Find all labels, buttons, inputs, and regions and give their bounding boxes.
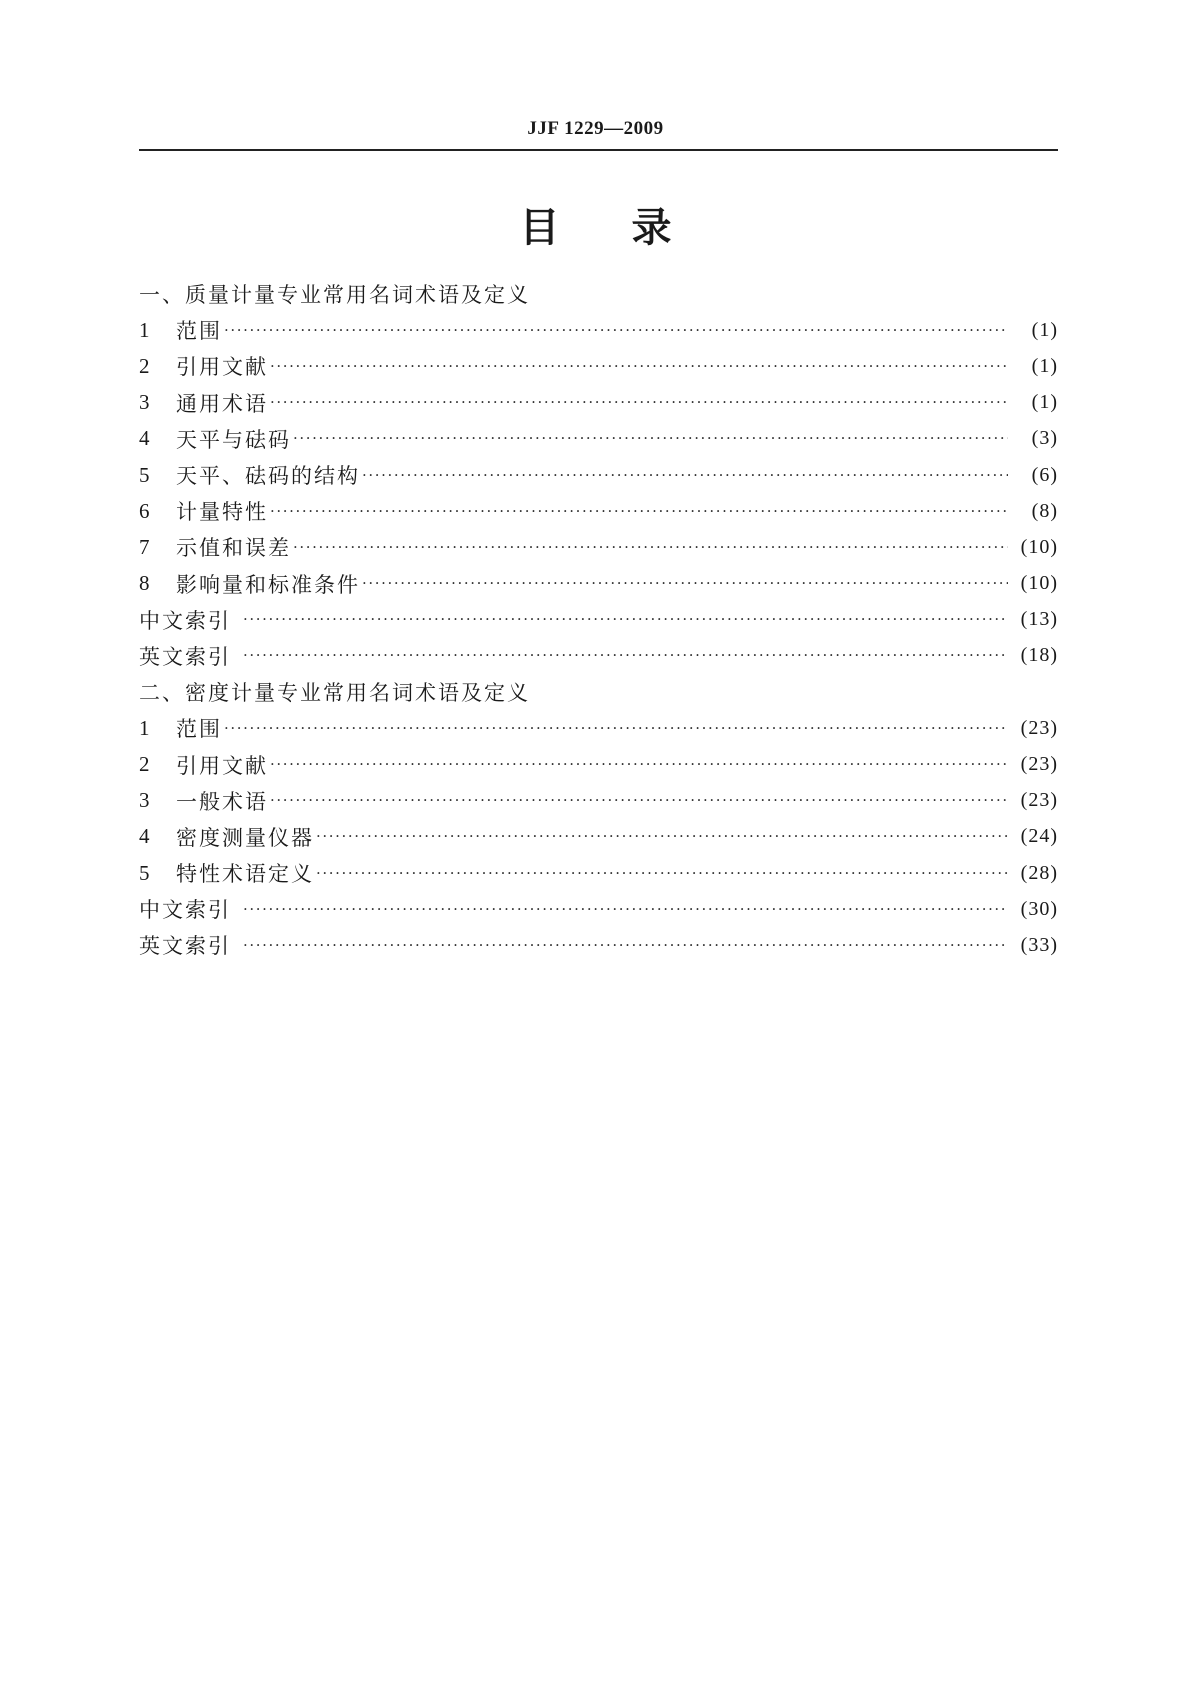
toc-dot-leader <box>270 501 1008 522</box>
toc-entry[interactable] <box>139 421 1058 457</box>
toc-entry-number: 4 <box>139 824 150 849</box>
toc-dot-leader <box>224 320 1008 341</box>
toc-entry[interactable] <box>139 529 1058 565</box>
toc-entry-page-number: (24) <box>1020 825 1058 848</box>
toc-entry-page-number: (23) <box>1020 753 1058 776</box>
toc-dot-leader <box>243 935 1008 956</box>
toc-entry-label: 天平与砝码 <box>176 427 291 452</box>
toc-entry-label: 密度测量仪器 <box>176 825 314 850</box>
toc-entry-label: 中文索引 <box>139 898 231 923</box>
toc-entry-page-number: (33) <box>1020 933 1058 956</box>
toc-entry-number: 5 <box>139 860 150 885</box>
toc-dot-leader <box>224 718 1008 739</box>
toc-entry-number: 2 <box>139 752 150 777</box>
toc-entry[interactable] <box>139 855 1058 891</box>
toc-entry-page-number: (6) <box>1031 463 1058 486</box>
toc-entry-label: 特性术语定义 <box>176 862 314 887</box>
toc-dot-leader <box>243 609 1008 630</box>
toc-entry-number: 6 <box>139 498 150 523</box>
toc-dot-leader <box>270 790 1008 811</box>
toc-entry-number: 4 <box>139 426 150 451</box>
toc-dot-leader <box>293 428 1008 449</box>
toc-entry-number: 3 <box>139 390 150 415</box>
toc-dot-leader <box>243 899 1008 920</box>
toc-dot-leader <box>270 754 1008 775</box>
toc-entry-page-number: (3) <box>1031 427 1058 450</box>
toc-dot-leader <box>270 392 1008 413</box>
toc-entry[interactable] <box>139 493 1058 529</box>
toc-dot-leader <box>316 826 1008 847</box>
toc-entry-label: 示值和误差 <box>176 536 291 561</box>
toc-entry-label: 引用文献 <box>176 753 268 778</box>
toc-dot-leader <box>293 537 1008 558</box>
toc-entry-page-number: (1) <box>1031 391 1058 414</box>
toc-entry-label: 影响量和标准条件 <box>176 572 360 597</box>
toc-entry-page-number: (28) <box>1020 861 1058 884</box>
toc-entry[interactable] <box>139 783 1058 819</box>
toc-entry-page-number: (23) <box>1020 716 1058 739</box>
toc-entry-label: 范围 <box>176 717 222 742</box>
toc-entry-page-number: (1) <box>1031 318 1058 341</box>
toc-entry[interactable] <box>139 457 1058 493</box>
toc-entry-number: 3 <box>139 788 150 813</box>
toc-entry-page-number: (23) <box>1020 789 1058 812</box>
toc-entry-page-number: (10) <box>1020 572 1058 595</box>
toc-entry[interactable] <box>139 312 1058 348</box>
page-title: 目录 <box>519 205 744 251</box>
section-heading: 一、质量计量专业常用名词术语及定义 <box>139 283 530 308</box>
toc-entry-page-number: (13) <box>1020 608 1058 631</box>
toc-entry[interactable] <box>139 638 1058 674</box>
toc-entry[interactable] <box>139 348 1058 384</box>
toc-entry-page-number: (8) <box>1031 499 1058 522</box>
toc-entry-page-number: (30) <box>1020 897 1058 920</box>
toc-dot-leader <box>362 465 1008 486</box>
toc-entry-label: 英文索引 <box>139 644 231 669</box>
toc-dot-leader <box>270 356 1008 377</box>
toc-dot-leader <box>316 863 1008 884</box>
toc-entry-label: 引用文献 <box>176 355 268 380</box>
toc-entry-page-number: (1) <box>1031 354 1058 377</box>
section-heading: 二、密度计量专业常用名词术语及定义 <box>139 681 530 706</box>
toc-entry-page-number: (18) <box>1020 644 1058 667</box>
toc-entry-number: 2 <box>139 353 150 378</box>
toc-entry[interactable] <box>139 710 1058 746</box>
toc-entry-number: 8 <box>139 571 150 596</box>
toc-entry-number: 1 <box>139 715 150 740</box>
toc-entry-label: 一般术语 <box>176 789 268 814</box>
toc-entry[interactable] <box>139 566 1058 602</box>
toc-entry-label: 通用术语 <box>176 391 268 416</box>
toc-entry-page-number: (10) <box>1020 535 1058 558</box>
toc-entry-label: 范围 <box>176 319 222 344</box>
page-header-standard-code: JJF 1229—2009 <box>527 118 664 139</box>
toc-entry-number: 1 <box>139 317 150 342</box>
toc-entry-label: 英文索引 <box>139 934 231 959</box>
toc-entry[interactable] <box>139 819 1058 855</box>
toc-entry[interactable] <box>139 746 1058 782</box>
toc-entry[interactable] <box>139 385 1058 421</box>
table-of-contents <box>139 276 1058 964</box>
toc-entry-label: 中文索引 <box>139 608 231 633</box>
header-divider <box>139 149 1058 151</box>
toc-entry-number: 7 <box>139 534 150 559</box>
toc-entry-label: 计量特性 <box>176 500 268 525</box>
toc-dot-leader <box>362 573 1008 594</box>
toc-entry[interactable] <box>139 602 1058 638</box>
toc-entry[interactable] <box>139 891 1058 927</box>
toc-entry-number: 5 <box>139 462 150 487</box>
toc-dot-leader <box>243 645 1008 666</box>
toc-entry-label: 天平、砝码的结构 <box>176 464 360 489</box>
toc-entry[interactable] <box>139 927 1058 963</box>
